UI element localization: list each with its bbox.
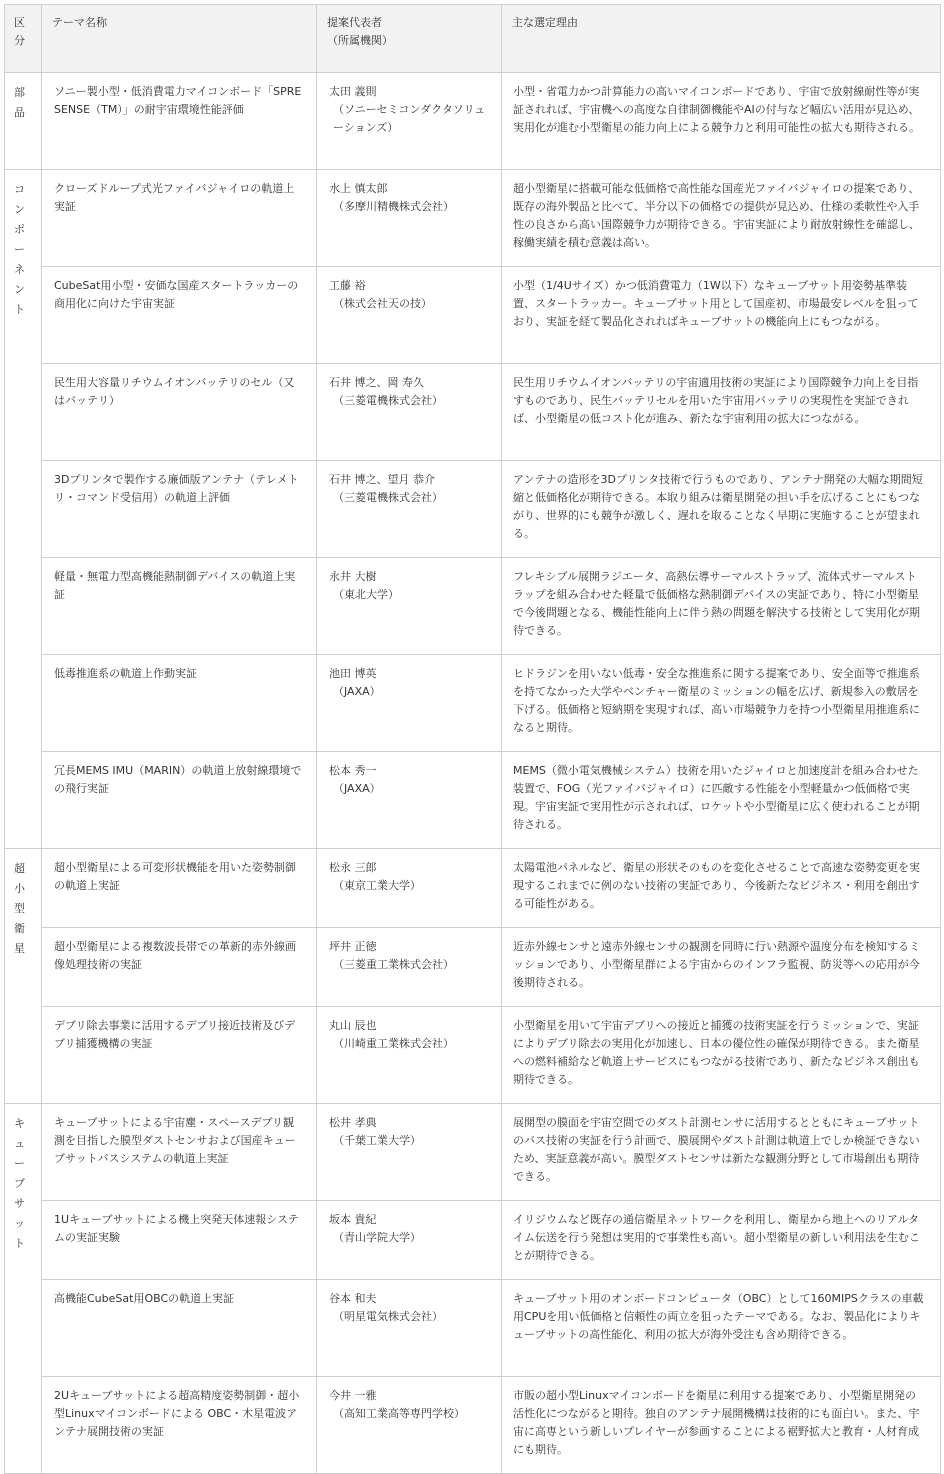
reason-cell: 小型・省電力かつ計算能力の高いマイコンボードであり、宇宙で放射線耐性等が実証されれば、宇宙機への高度な自律制御機能やAIの付与など幅広い活用が見込め、実用化が進む小型衛星の能力向上による競争力と利用可能性の拡大も期待される。	[502, 73, 941, 170]
representative-affiliation: （千葉工業大学）	[333, 1134, 421, 1147]
representative-cell	[317, 752, 502, 849]
header-theme: テーマ名称	[42, 5, 317, 73]
reason-cell: アンテナの造形を3Dプリンタ技術で行うものであり、アンテナ開発の大幅な期間短縮と低価格化が期待できる。本取り組みは衛星開発の担い手を広げることにもつながり、世界的にも競争が激しく、遅れを取ることなく早期に実施することが望まれる。	[502, 461, 941, 558]
table-row	[5, 655, 941, 752]
reason-cell: 超小型衛星に搭載可能な低価格で高性能な国産光ファイバジャイロの提案であり、既存の海外製品と比べて、半分以下の価格での提供が見込め、仕様の柔軟性や入手性の良さから高い国際競争力が期待できる。宇宙実証により耐放射線性を確認し、稼働実績を積む意義は高い。	[502, 170, 941, 267]
representative-name: 松永 三郎	[329, 861, 377, 874]
theme-cell: クローズドループ式光ファイバジャイロの軌道上実証	[42, 170, 317, 267]
reason-cell: 小型衛星を用いて宇宙デブリへの接近と捕獲の技術実証を行うミッションで、実証によりデブリ除去の実用化が加速し、日本の優位性の確保が期待できる。また衛星への燃料補給など軌道上サービスにもつながる技術であり、新たなビジネス創出も期待できる。	[502, 1007, 941, 1104]
table-row	[5, 928, 941, 1007]
representative-name: 谷本 和夫	[329, 1292, 377, 1305]
representative-name: 坪井 正徳	[329, 940, 377, 953]
representative-cell	[317, 655, 502, 752]
representative-cell	[317, 364, 502, 461]
reason-cell: 小型（1/4Uサイズ）かつ低消費電力（1W以下）なキューブサット用姿勢基準装置、スタートラッカー。キューブサット用として国産初、市場最安レベルを狙っており、実証を経て製品化されればキューブサットの機能向上にもつながる。	[502, 267, 941, 364]
reason-cell: ヒドラジンを用いない低毒・安全な推進系に関する提案であり、安全面等で推進系を持てなかった大学やベンチャー衛星のミッションの幅を広げ、新規参入の敷居を下げる。低価格と短納期を実現すれば、高い市場競争力を持つ小型衛星用推進系になると期待。	[502, 655, 941, 752]
representative-affiliation: （多摩川精機株式会社）	[333, 200, 454, 213]
representative-cell	[317, 1007, 502, 1104]
representative-name: 石井 博之、望月 恭介	[329, 473, 435, 486]
representative-cell	[317, 73, 502, 170]
representative-name: 工藤 裕	[329, 279, 366, 292]
theme-cell: ソニー製小型・低消費電力マイコンボード「SPRESENSE（TM）」の耐宇宙環境性能評価	[42, 73, 317, 170]
representative-cell	[317, 267, 502, 364]
table-row	[5, 1201, 941, 1280]
theme-cell: キューブサットによる宇宙塵・スペースデブリ観測を目指した膜型ダストセンサおよび国産キューブサットバスシステムの軌道上実証	[42, 1104, 317, 1201]
representative-affiliation: （三菱電機株式会社）	[333, 394, 443, 407]
table-row	[5, 461, 941, 558]
category-cell: 超小型衛星	[5, 849, 42, 1104]
representative-name: 太田 義則	[329, 85, 377, 98]
representative-cell	[317, 928, 502, 1007]
table-row	[5, 267, 941, 364]
representative-affiliation: （JAXA）	[333, 782, 381, 795]
representative-cell	[317, 849, 502, 928]
representative-cell	[317, 1104, 502, 1201]
representative-cell	[317, 1377, 502, 1474]
reason-cell: キューブサット用のオンボードコンピュータ（OBC）として160MIPSクラスの車載用CPUを用い低価格と信頼性の両立を狙ったテーマである。なお、製品化によりキューブサットの高性能化、利用の拡大が海外受注も含め期待できる。	[502, 1280, 941, 1377]
header-representative-line2: （所属機関）	[327, 34, 393, 47]
representative-cell	[317, 1201, 502, 1280]
representative-name: 丸山 辰也	[329, 1019, 377, 1032]
representative-cell	[317, 461, 502, 558]
representative-affiliation: （株式会社天の技）	[333, 297, 432, 310]
theme-cell: 高機能CubeSat用OBCの軌道上実証	[42, 1280, 317, 1377]
reason-cell: 民生用リチウムイオンバッテリの宇宙適用技術の実証により国際競争力向上を目指すものであり、民生バッテリセルを用いた宇宙用バッテリの実現性を実証できれば、小型衛星の低コスト化が進み、新たな宇宙利用の拡大につながる。	[502, 364, 941, 461]
table-row	[5, 558, 941, 655]
table-row	[5, 849, 941, 928]
table-row	[5, 752, 941, 849]
category-cell: 部品	[5, 73, 42, 170]
table-header-row	[5, 5, 941, 73]
table-row	[5, 73, 941, 170]
header-category: 区分	[5, 5, 42, 73]
reason-cell: 展開型の膜面を宇宙空間でのダスト計測センサに活用するとともにキューブサットのバス技術の実証を行う計画で、膜展開やダスト計測は軌道上でしか検証できないため、実証意義が高い。膜型ダストセンサは新たな観測分野として市場創出も期待できる。	[502, 1104, 941, 1201]
representative-name: 坂本 貴紀	[329, 1213, 377, 1226]
theme-cell: 3Dプリンタで製作する廉価版アンテナ（テレメトリ・コマンド受信用）の軌道上評価	[42, 461, 317, 558]
reason-cell: イリジウムなど既存の通信衛星ネットワークを利用し、衛星から地上へのリアルタイム伝送を行う発想は実用的で事業性も高い。超小型衛星の新しい利用法を生むことが期待できる。	[502, 1201, 941, 1280]
header-reason: 主な選定理由	[502, 5, 941, 73]
representative-affiliation: （JAXA）	[333, 685, 381, 698]
theme-cell: 超小型衛星による複数波長帯での革新的赤外線画像処理技術の実証	[42, 928, 317, 1007]
reason-cell: フレキシブル展開ラジエータ、高熱伝導サーマルストラップ、流体式サーマルストラップを組み合わせた軽量で低価格な熱制御デバイスの実証であり、特に小型衛星で今後問題となる、機能性能向上に伴う熱の問題を解決する技術として実用化が期待できる。	[502, 558, 941, 655]
theme-cell: 低毒推進系の軌道上作動実証	[42, 655, 317, 752]
representative-name: 今井 一雅	[329, 1389, 377, 1402]
table-row	[5, 1280, 941, 1377]
theme-cell: 軽量・無電力型高機能熱制御デバイスの軌道上実証	[42, 558, 317, 655]
representative-cell	[317, 1280, 502, 1377]
theme-cell: 民生用大容量リチウムイオンバッテリのセル（又はバッテリ）	[42, 364, 317, 461]
selection-table	[4, 4, 941, 1474]
reason-cell: 近赤外線センサと遠赤外線センサの観測を同時に行い熱源や温度分布を検知するミッションであり、小型衛星群による宇宙からのインフラ監視、防災等への応用が今後期待される。	[502, 928, 941, 1007]
representative-cell	[317, 558, 502, 655]
category-cell: キューブサット	[5, 1104, 42, 1474]
theme-cell: 2Uキューブサットによる超高精度姿勢制御・超小型Linuxマイコンボードによる OBC・木星電波アンテナ展開技術の実証	[42, 1377, 317, 1474]
representative-affiliation: （青山学院大学）	[333, 1231, 421, 1244]
reason-cell: 市販の超小型Linuxマイコンボードを衛星に利用する提案であり、小型衛星開発の活性化につながると期待。独自のアンテナ展開機構は技術的にも面白い。また、宇宙に高専という新しいプレイヤーが参画することによる裾野拡大と教育・人材育成にも期待。	[502, 1377, 941, 1474]
header-representative-line1: 提案代表者	[327, 16, 382, 29]
representative-affiliation: （高知工業高等専門学校）	[333, 1407, 465, 1420]
theme-cell: CubeSat用小型・安価な国産スタートラッカーの商用化に向けた宇宙実証	[42, 267, 317, 364]
theme-cell: 超小型衛星による可変形状機能を用いた姿勢制御の軌道上実証	[42, 849, 317, 928]
category-cell: コンポーネント	[5, 170, 42, 849]
representative-name: 永井 大樹	[329, 570, 377, 583]
table-row	[5, 1104, 941, 1201]
representative-affiliation: （三菱重工業株式会社）	[333, 958, 454, 971]
theme-cell: 1Uキューブサットによる機上突発天体速報システムの実証実験	[42, 1201, 317, 1280]
representative-affiliation: （東北大学）	[333, 588, 399, 601]
representative-name: 石井 博之、岡 寿久	[329, 376, 424, 389]
representative-name: 水上 慎太郎	[329, 182, 388, 195]
table-row	[5, 1377, 941, 1474]
representative-affiliation: （三菱電機株式会社）	[333, 491, 443, 504]
reason-cell: MEMS（微小電気機械システム）技術を用いたジャイロと加速度計を組み合わせた装置で、FOG（光ファイバジャイロ）に匹敵する性能を小型軽量かつ低価格で実現。宇宙実証で実用性が示されれば、ロケットや小型衛星に広く使われることが期待される。	[502, 752, 941, 849]
table-row	[5, 1007, 941, 1104]
theme-cell: デブリ除去事業に活用するデブリ接近技術及びデブリ捕獲機構の実証	[42, 1007, 317, 1104]
representative-affiliation: （川崎重工業株式会社）	[333, 1037, 454, 1050]
table-row	[5, 364, 941, 461]
representative-cell	[317, 170, 502, 267]
theme-cell: 冗長MEMS IMU（MARIN）の軌道上放射線環境での飛行実証	[42, 752, 317, 849]
reason-cell: 太陽電池パネルなど、衛星の形状そのものを変化させることで高速な姿勢変更を実現するこれまでに例のない技術の実証であり、今後新たなビジネス・利用を創出する可能性がある。	[502, 849, 941, 928]
representative-affiliation: （東京工業大学）	[333, 879, 421, 892]
table-row	[5, 170, 941, 267]
representative-name: 池田 博英	[329, 667, 377, 680]
header-representative	[317, 5, 502, 73]
representative-affiliation: （ソニーセミコンダクタソリューションズ）	[333, 103, 486, 134]
representative-affiliation: （明星電気株式会社）	[333, 1310, 443, 1323]
representative-name: 松本 秀一	[329, 764, 377, 777]
representative-name: 松井 孝典	[329, 1116, 377, 1129]
